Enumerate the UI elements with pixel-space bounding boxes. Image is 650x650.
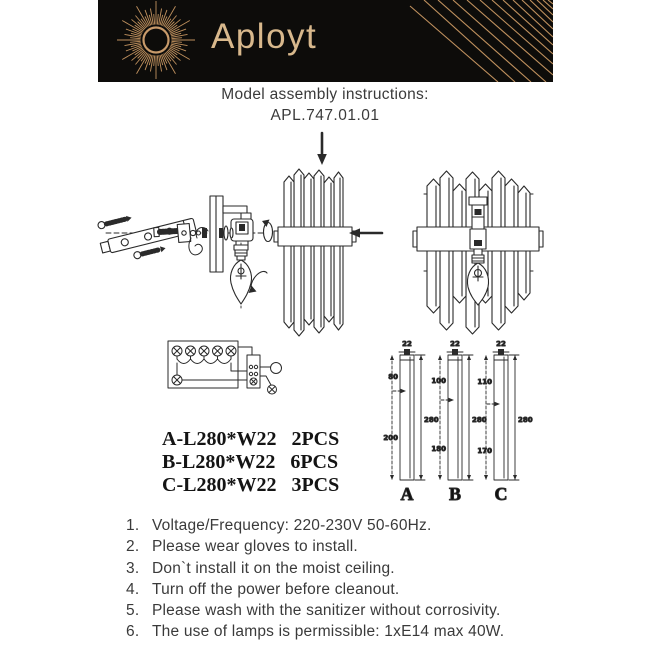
- part-qty: 6PCS: [290, 451, 339, 473]
- svg-text:180: 180: [431, 445, 446, 453]
- candle-bulb: [230, 243, 251, 308]
- part-code: B-L280*W22: [162, 451, 276, 473]
- svg-text:280: 280: [472, 416, 487, 424]
- dimension-drawing-C: [477, 340, 532, 504]
- wiring-diagram: [168, 341, 282, 394]
- svg-text:100: 100: [431, 377, 446, 385]
- instruction-text: Please wear gloves to install.: [152, 538, 358, 556]
- instruction-number: 6.: [126, 623, 140, 641]
- svg-text:22: 22: [450, 340, 460, 348]
- parts-list: [162, 428, 339, 497]
- assembled-sconce: [413, 171, 543, 334]
- part-row: [162, 451, 339, 474]
- part-code: A-L280*W22: [162, 428, 277, 450]
- part-row: [162, 474, 339, 497]
- svg-text:170: 170: [477, 447, 492, 455]
- rotate-icon: [262, 220, 273, 242]
- instruction-text: The use of lamps is permissible: 1xE14 max 40W.: [152, 623, 505, 641]
- svg-text:110: 110: [477, 378, 492, 386]
- part-row: [162, 428, 339, 451]
- svg-text:280: 280: [424, 416, 439, 424]
- svg-text:C: C: [494, 484, 508, 504]
- svg-text:22: 22: [496, 340, 506, 348]
- part-code: C-L280*W22: [162, 474, 277, 496]
- part-qty: 2PCS: [291, 428, 340, 450]
- ceiling-plate: [177, 224, 191, 243]
- instruction-number: 1.: [126, 517, 140, 534]
- svg-text:A: A: [400, 484, 414, 504]
- dimension-drawing-B: [431, 340, 486, 504]
- instruction-item: [126, 558, 596, 579]
- wire-leads: [189, 227, 208, 254]
- instructions-list: [126, 515, 596, 643]
- svg-text:200: 200: [383, 434, 398, 442]
- page-title: Model assembly instructions:: [221, 86, 429, 103]
- dimension-drawing-A: [383, 340, 438, 504]
- svg-text:80: 80: [388, 373, 398, 381]
- instruction-item: [126, 579, 596, 600]
- instruction-text: Please wash with the sanitizer without corrosivity.: [152, 602, 501, 620]
- instruction-text: Don`t install it on the moist ceiling.: [152, 559, 395, 577]
- instruction-item: [126, 621, 596, 642]
- instruction-item: [126, 600, 596, 621]
- instruction-item: [126, 536, 596, 557]
- instruction-text: Voltage/Frequency: 220-230V 50-60Hz.: [152, 517, 432, 534]
- brand-logo-text: Aployt: [211, 17, 318, 56]
- arrow-down-icon: [317, 133, 327, 165]
- instruction-number: 4.: [126, 580, 140, 598]
- wall-plate-and-socket: [210, 196, 253, 272]
- instruction-number: 2.: [126, 538, 140, 556]
- part-qty: 3PCS: [291, 474, 340, 496]
- svg-text:280: 280: [518, 416, 533, 424]
- instruction-text: Turn off the power before cleanout.: [152, 580, 400, 598]
- instruction-number: 3.: [126, 559, 140, 577]
- svg-text:22: 22: [402, 340, 412, 348]
- svg-text:B: B: [448, 484, 462, 504]
- crystal-panel-exploded: [274, 169, 356, 336]
- model-number: APL.747.01.01: [270, 107, 380, 124]
- instruction-number: 5.: [126, 602, 140, 620]
- instruction-item: [126, 515, 596, 536]
